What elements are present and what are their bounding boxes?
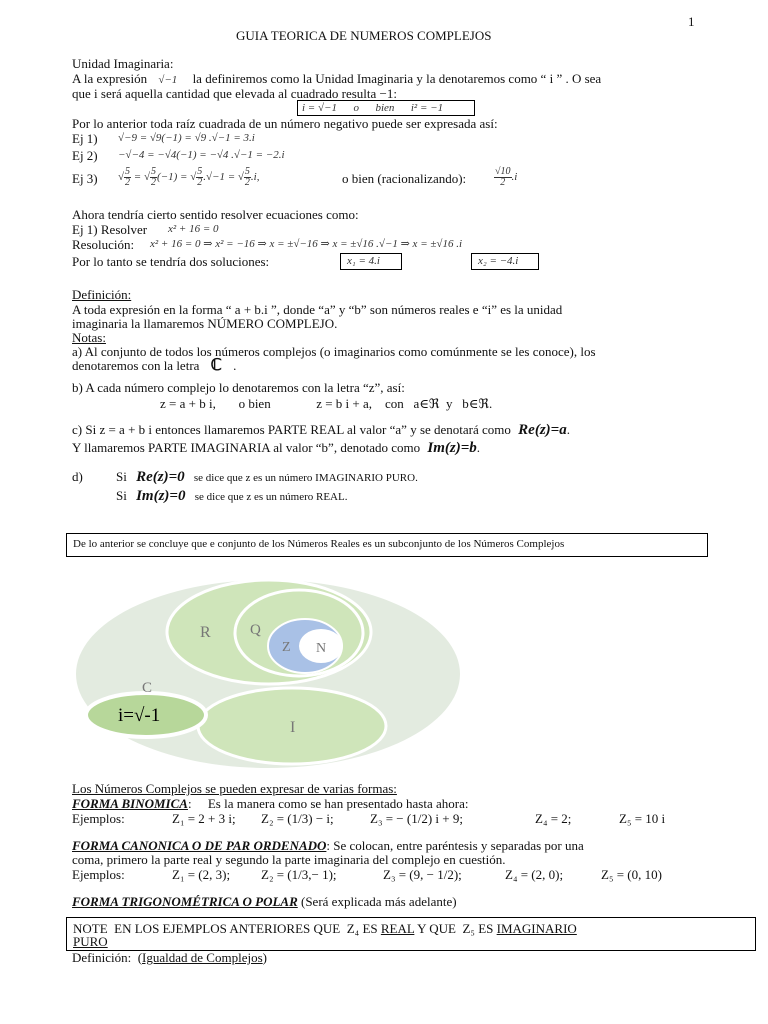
label-i-set: I xyxy=(290,719,296,736)
nota-d-line1 xyxy=(116,469,418,486)
ej3-num-4: 5 xyxy=(244,165,250,177)
ej3-label: Ej 3) xyxy=(72,171,98,186)
re-z-zero: Re(z)=0 xyxy=(136,469,185,485)
ej3-den-4: 2 xyxy=(244,176,250,188)
ej1-math: √−9 = √9(−1) = √9 .√−1 = 3.i xyxy=(118,132,255,144)
canonica-line2: coma, primero la parte real y segundo la parte imaginaria del complejo en cuestión. xyxy=(72,852,506,867)
nota-d1-si: Si xyxy=(116,469,127,484)
canonica-line1 xyxy=(72,838,584,853)
page-number: 1 xyxy=(688,14,695,29)
def-igualdad-label: Definición: ( xyxy=(72,950,143,965)
canonica-desc1: : Se colocan, entre paréntesis y separadas por una xyxy=(326,838,584,853)
ecuaciones-intro: Ahora tendría cierto sentido resolver ecuaciones como: xyxy=(72,207,359,222)
can-ex-1: Z₁ = (2, 3); xyxy=(172,867,231,882)
formas-intro: Los Números Complejos se pueden expresar de varias formas: xyxy=(72,781,397,796)
label-r: R xyxy=(200,624,211,641)
ej2-label: Ej 2) xyxy=(72,148,98,163)
bin-ex-5: Z₅ = 10 i xyxy=(619,811,666,826)
binomica-desc: : Es la manera como se han presentado hasta ahora: xyxy=(187,796,469,811)
ej3-num-1: 5 xyxy=(125,165,131,177)
ecuaciones-ej-eq: x² + 16 = 0 xyxy=(168,223,219,235)
nota-d-label: d) xyxy=(72,469,83,484)
ej3-math: √ $\frac{5}{2}$ = √ $\frac{5}{2}$ (−1) = √ $\frac{5}{2}$ .√−1 = √ $\frac{5}{2}$ .i, xyxy=(118,165,260,188)
resolucion-math: x² + 16 = 0 ⇒ x² = −16 ⇒ x = ±√−16 ⇒ x = ±√16 .√−1 ⇒ x = ±√16 .i xyxy=(150,238,462,250)
canonica-examples-label: Ejemplos: xyxy=(72,867,125,882)
can-ex-4: Z₄ = (2, 0); xyxy=(505,867,564,882)
ej3-rationalized xyxy=(494,162,517,192)
nota-b-line1: b) A cada número complejo lo denotaremos con la letra “z”, así: xyxy=(72,380,405,395)
sqrt-expression: √−1 xyxy=(158,74,178,86)
label-i-unit: i=√-1 xyxy=(118,705,161,726)
ej3-rac-num: √10 xyxy=(495,165,511,177)
note-p2: Y QUE Z₅ ES xyxy=(414,921,497,936)
nota-c2-end: . xyxy=(476,440,480,455)
nota-c-end: . xyxy=(566,422,570,437)
def-igualdad-end: ) xyxy=(262,950,267,965)
unidad-line1-a: A la expresión xyxy=(72,71,148,86)
trig-line xyxy=(72,894,457,909)
definition-box-text: i = √−1 o bien i² = −1 xyxy=(302,102,444,114)
unidad-line2: que i será aquella cantidad que elevada al cuadrado resulta −1: xyxy=(72,86,397,101)
re-z-equals-a: Re(z)=a xyxy=(518,422,567,438)
ej1-label: Ej 1) xyxy=(72,131,98,146)
label-c: C xyxy=(142,680,153,696)
ej3-num-3: 5 xyxy=(197,165,203,177)
trig-title: FORMA TRIGONOMÉTRICA O POLAR xyxy=(72,894,298,909)
nota-a-end: . xyxy=(233,358,237,373)
bin-ex-3: Z₃ = − (1/2) i + 9; xyxy=(370,811,463,826)
nota-a-text: denotaremos con la letra xyxy=(72,358,200,373)
ej3-den-2: 2 xyxy=(151,176,157,188)
nota-d2-text: se dice que z es un número REAL. xyxy=(194,491,348,503)
ej3-rac-den: 2 xyxy=(500,176,506,188)
bin-ex-2: Z₂ = (1/3) − i; xyxy=(261,811,334,826)
binomica-examples-label: Ejemplos: xyxy=(72,811,125,826)
im-z-zero: Im(z)=0 xyxy=(136,488,186,504)
ecuaciones-ej-label: Ej 1) Resolver xyxy=(72,222,148,237)
ej2-math: −√−4 = −√4(−1) = −√4 .√−1 = −2.i xyxy=(118,149,285,161)
nota-d2-si: Si xyxy=(116,488,127,503)
nota-c2-text: Y llamaremos PARTE IMAGINARIA al valor “b”, denotado como xyxy=(72,440,421,455)
label-z: Z xyxy=(282,640,291,655)
resolucion-label: Resolución: xyxy=(72,237,135,252)
label-q: Q xyxy=(250,622,261,638)
solution-box-2 xyxy=(471,253,539,270)
note-imag1: IMAGINARIO xyxy=(496,921,577,936)
ej3-num-2: 5 xyxy=(151,165,157,177)
note-real: REAL xyxy=(380,921,415,936)
label-n: N xyxy=(316,641,327,656)
solution-box-1 xyxy=(340,253,402,270)
ej3-rac-i: .i xyxy=(511,171,518,183)
ej3-den-3: 2 xyxy=(197,176,203,188)
bin-ex-4: Z₄ = 2; xyxy=(535,811,572,826)
ej3-den-1: 2 xyxy=(125,176,131,188)
note-box-line2: PURO xyxy=(73,934,108,949)
solution-1: x₁ = 4.i xyxy=(347,255,380,267)
nota-c-line2 xyxy=(72,440,480,456)
nota-c-line1 xyxy=(72,422,570,438)
nota-d-line2 xyxy=(116,488,347,505)
nota-a-line1: a) Al conjunto de todos los números complejos (o imaginarios como comúnmente se les conoce), los xyxy=(72,344,596,359)
conclusion-box xyxy=(66,533,708,557)
trig-desc: (Será explicada más adelante) xyxy=(297,894,457,909)
def-igualdad xyxy=(72,950,267,965)
canonica-title: FORMA CANONICA O DE PAR ORDENADO xyxy=(72,838,327,853)
im-z-equals-b: Im(z)=b xyxy=(427,440,477,456)
definicion-line2: imaginaria la llamaremos NÚMERO COMPLEJO. xyxy=(72,316,338,331)
note-box xyxy=(66,917,756,951)
def-igualdad-text: Igualdad de Complejos xyxy=(142,950,263,965)
can-ex-5: Z₅ = (0, 10) xyxy=(601,867,662,882)
note-p1: NOTE EN LOS EJEMPLOS ANTERIORES QUE Z₄ ES xyxy=(73,921,381,936)
complex-set-letter: ℂ xyxy=(210,357,222,374)
ej3-mid-text: o bien (racionalizando): xyxy=(342,171,467,186)
raices-intro: Por lo anterior toda raíz cuadrada de un número negativo puede ser expresada así: xyxy=(72,116,498,131)
binomica-line xyxy=(72,796,468,811)
nota-d1-text: se dice que z es un número IMAGINARIO PURO. xyxy=(193,472,418,484)
soluciones-label: Por lo tanto se tendría dos soluciones: xyxy=(72,254,270,269)
definition-box xyxy=(297,100,475,116)
nota-a-line2 xyxy=(72,358,236,373)
venn-diagram xyxy=(76,578,464,770)
nota-c-text: c) Si z = a + b i entonces llamaremos PARTE REAL al valor “a” y se denotará como xyxy=(72,422,511,437)
nota-b-line2: z = a + b i, o bien z = b i + a, con a∈ℜ y b∈ℜ. xyxy=(160,396,493,411)
can-ex-3: Z₃ = (9, − 1/2); xyxy=(383,867,462,882)
notas-heading: Notas: xyxy=(72,330,106,345)
definicion-heading: Definición: xyxy=(72,287,132,302)
bin-ex-1: Z₁ = 2 + 3 i; xyxy=(172,811,236,826)
unidad-line1-b: la definiremos como la Unidad Imaginaria y la denotaremos como “ i ” . O sea xyxy=(192,71,602,86)
unidad-heading: Unidad Imaginaria: xyxy=(72,56,174,71)
solution-2: x₂ = −4.i xyxy=(478,255,519,267)
page-title: GUIA TEORICA DE NUMEROS COMPLEJOS xyxy=(236,28,492,43)
note-box-line1 xyxy=(73,922,577,936)
binomica-title: FORMA BINOMICA xyxy=(72,796,188,811)
conclusion-text: De lo anterior se concluye que e conjunto de los Números Reales es un subconjunto de los Números Complejos xyxy=(73,538,565,550)
definicion-line1: A toda expresión en la forma “ a + b.i ”, donde “a” y “b” son números reales e “i” es la unidad xyxy=(72,302,563,317)
can-ex-2: Z₂ = (1/3,− 1); xyxy=(261,867,337,882)
